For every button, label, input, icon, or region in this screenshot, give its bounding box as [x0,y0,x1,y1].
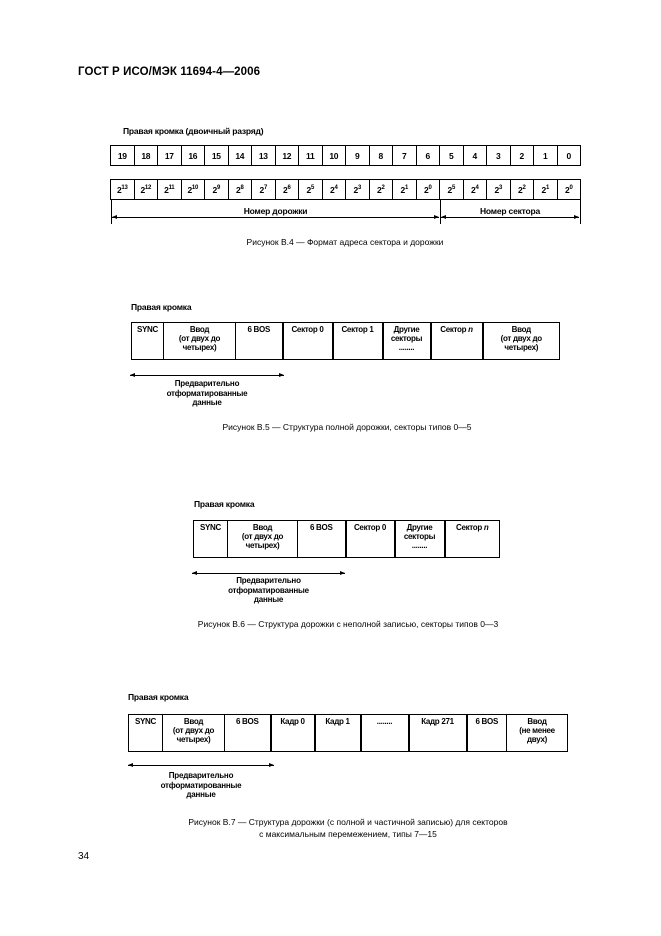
leadin-cell: Ввод (от двух до четырех) [228,521,298,558]
bit-cell: 6 [416,146,440,166]
fig-b6-preformat-dimension [192,573,345,574]
bit-cell: 7 [393,146,417,166]
fig-b4-tick-right [580,200,581,224]
fig-b5-preformat-note: Предварительно отформатированные данные [166,379,248,407]
fig-b4-sector-label: Номер сектора [479,206,541,216]
bos-end-cell: 6 BOS [467,715,507,752]
bit-cell: 16 [181,146,205,166]
power-cell: $2^9$ [205,180,229,200]
fig-b5-track-structure [131,322,560,360]
power-cell: $2^1$ [534,180,558,200]
power-cell: $2^1$ [393,180,417,200]
fig-b5-edge-label: Правая кромка [131,302,192,312]
leadout-cell: Ввод (не менее двух) [507,715,568,752]
fig-b4-bit-row [110,145,581,166]
power-cell: $2^5$ [440,180,464,200]
sync-cell: SYNC [194,521,228,558]
bit-cell: 2 [510,146,534,166]
fig-b6-track-structure [193,520,500,558]
bit-cell: 14 [228,146,252,166]
power-cell: $2^4$ [463,180,487,200]
bit-cell: 17 [158,146,182,166]
fig-b4-track-dimension [112,217,439,218]
fig-b7-track-structure [128,714,568,752]
fig-b6-preformat-note: Предварительно отформатированные данные [228,576,309,604]
fig-b6-edge-label: Правая кромка [194,499,255,509]
sector-0-cell: Сектор 0 [346,521,395,558]
page-number: 34 [78,851,90,862]
sync-cell: SYNC [129,715,163,752]
sync-cell: SYNC [132,323,164,360]
bit-cell: 15 [205,146,229,166]
leadin-cell: Ввод (от двух до четырех) [164,323,236,360]
bit-cell: 19 [111,146,135,166]
bit-cell: 10 [322,146,346,166]
fig-b4-track-label: Номер дорожки [243,206,308,216]
power-cell: $2^3$ [346,180,370,200]
power-cell: $2^{10}$ [181,180,205,200]
power-cell: $2^{11}$ [158,180,182,200]
fig-b7-preformat-dimension [128,765,274,766]
frame-1-cell: Кадр 1 [315,715,361,752]
bos-cell: 6 BOS [298,521,346,558]
power-cell: $2^{12}$ [134,180,158,200]
fig-b7-edge-label: Правая кромка [128,692,189,702]
power-cell: $2^3$ [487,180,511,200]
power-cell: $2^6$ [275,180,299,200]
fig-b7-caption: Рисунок В.7 — Структура дорожки (с полной и частичной записью) для секторов с максимальным перемежением, типы 7—15 [188,817,508,839]
leadin-cell: Ввод (от двух до четырех) [163,715,225,752]
other-sectors-cell: Другие секторы ........ [383,323,431,360]
leadout-cell: Ввод (от двух до четырех) [483,323,560,360]
frame-271-cell: Кадр 271 [409,715,467,752]
fig-b4-edge-label: Правая кромка (двоичный разряд) [123,126,264,136]
power-cell: $2^7$ [252,180,276,200]
fig-b7-preformat-note: Предварительно отформатированные данные [160,771,242,799]
bit-cell: 8 [369,146,393,166]
sector-0-cell: Сектор 0 [283,323,333,360]
bos-cell: 6 BOS [225,715,271,752]
power-cell: $2^0$ [557,180,581,200]
bit-cell: 11 [299,146,323,166]
fig-b4-power-row [110,179,581,200]
frame-0-cell: Кадр 0 [271,715,315,752]
power-cell: $2^4$ [322,180,346,200]
power-cell: $2^2$ [510,180,534,200]
sector-1-cell: Сектор 1 [333,323,383,360]
bit-cell: 3 [487,146,511,166]
bit-cell: 9 [346,146,370,166]
power-cell: $2^0$ [416,180,440,200]
power-cell: $2^{13}$ [111,180,135,200]
frames-ellipsis-cell: ........ [361,715,409,752]
bit-cell: 4 [463,146,487,166]
bit-cell: 18 [134,146,158,166]
fig-b4-caption: Рисунок В.4 — Формат адреса сектора и дорожки [246,237,444,247]
bit-cell: 13 [252,146,276,166]
fig-b5-caption: Рисунок В.5 — Структура полной дорожки, секторы типов 0—5 [222,422,472,432]
power-cell: $2^5$ [299,180,323,200]
other-sectors-cell: Другие секторы ........ [395,521,445,558]
power-cell: $2^2$ [369,180,393,200]
document-header: ГОСТ Р ИСО/МЭК 11694-4—2006 [78,66,261,78]
sector-n-cell: Сектор n [445,521,500,558]
fig-b4-sector-dimension [441,217,579,218]
power-cell: $2^8$ [228,180,252,200]
bit-cell: 5 [440,146,464,166]
bos-cell: 6 BOS [236,323,283,360]
bit-cell: 0 [557,146,581,166]
bit-cell: 12 [275,146,299,166]
fig-b6-caption: Рисунок В.6 — Структура дорожки с неполной записью, секторы типов 0—3 [197,619,499,629]
bit-cell: 1 [534,146,558,166]
fig-b5-preformat-dimension [130,375,284,376]
sector-n-cell: Сектор n [431,323,483,360]
